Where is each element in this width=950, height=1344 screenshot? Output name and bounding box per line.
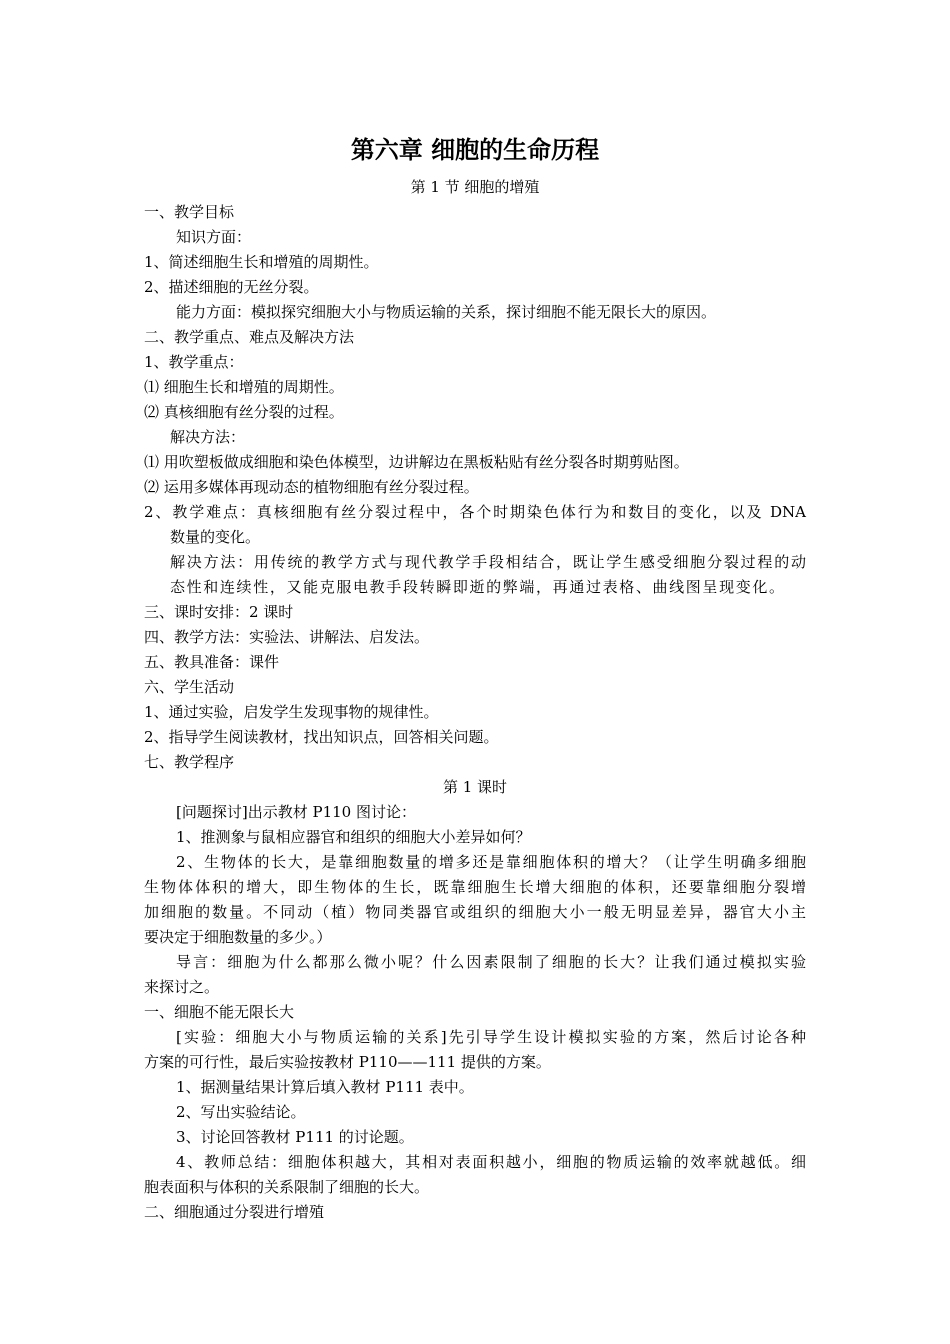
activity-item: 1、通过实验，启发学生发现事物的规律性。 — [144, 703, 439, 721]
lead-text: 导言：细胞为什么都那么微小呢？什么因素限制了细胞的长大？让我们通过模拟实验 — [176, 953, 806, 971]
experiment-step-cont: 胞表面积与体积的关系限制了细胞的长大。 — [144, 1178, 430, 1196]
question-item-cont: 要决定于细胞数量的多少。） — [144, 928, 332, 946]
lesson-title: 第 1 课时 — [442, 778, 508, 796]
focus-item: ⑴ 细胞生长和增殖的周期性。 — [144, 378, 344, 396]
schedule: 三、课时安排：2 课时 — [144, 603, 294, 621]
solution-item: ⑵ 运用多媒体再现动态的植物细胞有丝分裂过程。 — [144, 478, 479, 496]
activities-heading: 六、学生活动 — [144, 678, 235, 696]
teaching-tools: 五、教具准备：课件 — [144, 653, 280, 671]
objectives-heading: 一、教学目标 — [144, 203, 235, 221]
focus-item: ⑵ 真核细胞有丝分裂的过程。 — [144, 403, 344, 421]
solution-item: ⑴ 用吹塑板做成细胞和染色体模型，边讲解边在黑板粘贴有丝分裂各时期剪贴图。 — [144, 453, 689, 471]
experiment-step: 4、教师总结：细胞体积越大，其相对表面积越小，细胞的物质运输的效率就越低。细 — [176, 1153, 806, 1171]
difficulty-method: 解决方法：用传统的教学方式与现代教学手段相结合，既让学生感受细胞分裂过程的动 — [170, 553, 806, 571]
question-item-cont: 加细胞的数量。不同动（植）物同类器官或组织的细胞大小一般无明显差异，器官大小主 — [144, 903, 806, 921]
question-item: 2、生物体的长大，是靠细胞数量的增多还是靠细胞体积的增大？（让学生明确多细胞 — [176, 853, 806, 871]
knowledge-item: 2、描述细胞的无丝分裂。 — [144, 278, 319, 296]
experiment-step: 2、写出实验结论。 — [176, 1103, 306, 1121]
section-title: 第 1 节 细胞的增殖 — [410, 178, 540, 196]
knowledge-label: 知识方面： — [176, 228, 252, 246]
experiment-text-cont: 方案的可行性，最后实验按教材 P110——111 提供的方案。 — [144, 1053, 551, 1071]
lead-text-cont: 来探讨之。 — [144, 978, 220, 996]
chapter-title: 第六章 细胞的生命历程 — [350, 136, 600, 164]
question-intro: [问题探讨]出示教材 P110 图讨论： — [176, 803, 416, 821]
difficulty-text-cont: 数量的变化。 — [170, 528, 261, 546]
experiment-step: 3、讨论回答教材 P111 的讨论题。 — [176, 1128, 414, 1146]
difficulty-text: 2、教学难点：真核细胞有丝分裂过程中，各个时期染色体行为和数目的变化，以及 DNA — [144, 503, 806, 521]
focus-label: 1、教学重点： — [144, 353, 244, 371]
ability-objective: 能力方面：模拟探究细胞大小与物质运输的关系，探讨细胞不能无限长大的原因。 — [176, 303, 717, 321]
solution-label: 解决方法： — [170, 428, 246, 446]
question-item-cont: 生物体体积的增大，即生物体的生长，既靠细胞生长增大细胞的体积，还要靠细胞分裂增 — [144, 878, 806, 896]
experiment-text: [实验：细胞大小与物质运输的关系]先引导学生设计模拟实验的方案，然后讨论各种 — [176, 1028, 806, 1046]
part2-heading: 二、细胞通过分裂进行增殖 — [144, 1203, 325, 1221]
procedure-heading: 七、教学程序 — [144, 753, 235, 771]
knowledge-item: 1、简述细胞生长和增殖的周期性。 — [144, 253, 379, 271]
difficulty-method-cont: 态性和连续性，又能克服电教手段转瞬即逝的弊端，再通过表格、曲线图呈现变化。 — [170, 578, 784, 596]
teaching-methods: 四、教学方法：实验法、讲解法、启发法。 — [144, 628, 430, 646]
question-item: 1、推测象与鼠相应器官和组织的细胞大小差异如何？ — [176, 828, 531, 846]
key-points-heading: 二、教学重点、难点及解决方法 — [144, 328, 355, 346]
part1-heading: 一、细胞不能无限长大 — [144, 1003, 295, 1021]
experiment-step: 1、据测量结果计算后填入教材 P111 表中。 — [176, 1078, 474, 1096]
activity-item: 2、指导学生阅读教材，找出知识点，回答相关问题。 — [144, 728, 499, 746]
